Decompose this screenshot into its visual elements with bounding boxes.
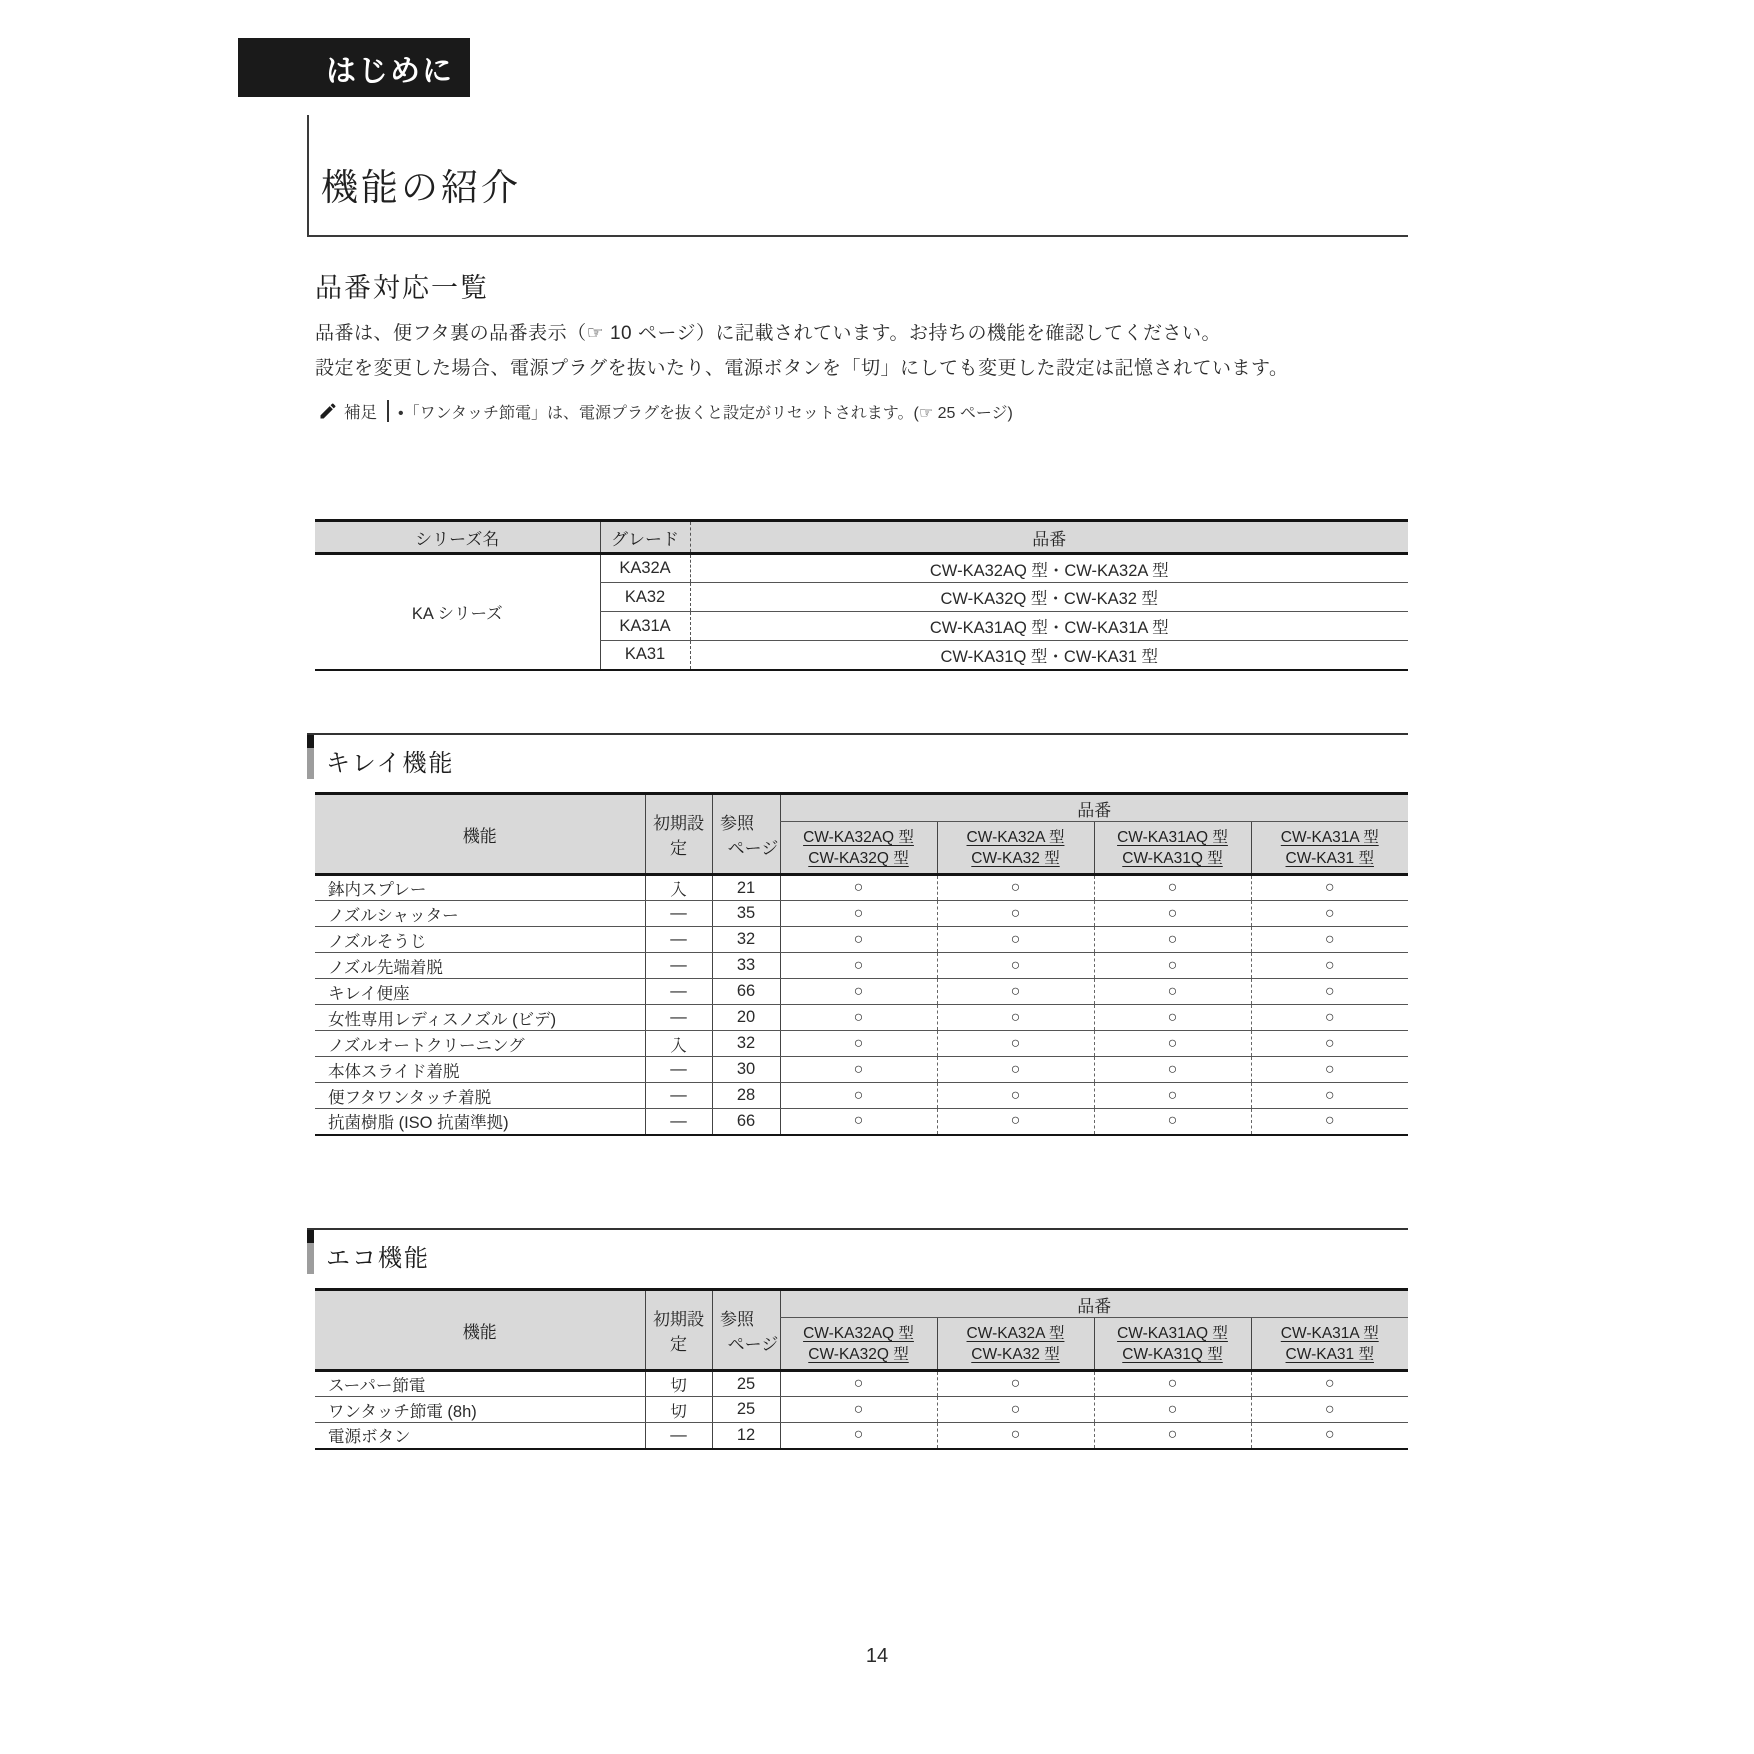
mark-cell: ○ xyxy=(1251,979,1408,1005)
mark-cell: ○ xyxy=(1251,901,1408,927)
mark-cell: ○ xyxy=(780,927,937,953)
default-setting-cell: — xyxy=(645,1005,712,1031)
mark-cell: ○ xyxy=(780,875,937,901)
mark-cell: ○ xyxy=(937,1057,1094,1083)
model-name: CW-KA32AQ 型 xyxy=(803,1324,914,1342)
mark-cell: ○ xyxy=(780,953,937,979)
ref-page-cell: 25 xyxy=(712,1397,780,1423)
model-name: CW-KA31AQ 型 xyxy=(1117,1324,1228,1342)
table-row xyxy=(315,1371,1408,1397)
table-row xyxy=(315,554,1408,583)
model-name: CW-KA32 型 xyxy=(971,849,1060,867)
model-name: CW-KA32A 型 xyxy=(966,1324,1065,1342)
function-cell: キレイ便座 xyxy=(315,979,645,1005)
series-name-cell: KA シリーズ xyxy=(315,554,600,670)
model-column-header xyxy=(1251,1318,1408,1371)
ref-page-cell: 66 xyxy=(712,1109,780,1135)
series-table-header-row xyxy=(315,521,1408,554)
mark-cell: ○ xyxy=(1094,1031,1251,1057)
intro-body xyxy=(315,316,1288,386)
mark-cell: ○ xyxy=(780,1083,937,1109)
model-name: CW-KA32AQ 型 xyxy=(803,828,914,846)
mark-cell: ○ xyxy=(1251,1423,1408,1449)
mark-cell: ○ xyxy=(1251,1397,1408,1423)
mark-cell: ○ xyxy=(780,1109,937,1135)
default-setting-cell: 入 xyxy=(645,1031,712,1057)
model-name: CW-KA32Q 型 xyxy=(808,849,909,867)
default-setting-cell: — xyxy=(645,927,712,953)
mark-cell: ○ xyxy=(937,979,1094,1005)
section-eco xyxy=(307,1228,1408,1285)
function-cell: 抗菌樹脂 (ISO 抗菌準拠) xyxy=(315,1109,645,1135)
mark-cell: ○ xyxy=(780,979,937,1005)
model-name: CW-KA32Q 型 xyxy=(808,1345,909,1363)
ref-page-header-line1: 参照 xyxy=(720,814,754,833)
ref-page-cell: 66 xyxy=(712,979,780,1005)
section-kirei xyxy=(307,733,1408,790)
mark-cell: ○ xyxy=(937,1397,1094,1423)
ref-page-cell: 28 xyxy=(712,1083,780,1109)
function-cell: ノズルシャッター xyxy=(315,901,645,927)
default-setting-cell: — xyxy=(645,1057,712,1083)
chapter-tab-label: はじめに xyxy=(326,54,454,88)
model-name: CW-KA32A 型 xyxy=(966,828,1065,846)
default-setting-cell: — xyxy=(645,1423,712,1449)
mark-cell: ○ xyxy=(1251,1057,1408,1083)
grade-cell: KA32A xyxy=(600,554,690,583)
mark-cell: ○ xyxy=(1094,1397,1251,1423)
ref-page-cell: 30 xyxy=(712,1057,780,1083)
function-cell: スーパー節電 xyxy=(315,1371,645,1397)
mark-cell: ○ xyxy=(1251,1031,1408,1057)
grade-cell: KA31 xyxy=(600,641,690,670)
function-header: 機能 xyxy=(315,1290,645,1371)
grade-header: グレード xyxy=(600,521,690,554)
mark-cell: ○ xyxy=(937,927,1094,953)
model-name: CW-KA31A 型 xyxy=(1280,1324,1379,1342)
function-cell: 鉢内スプレー xyxy=(315,875,645,901)
model-name: CW-KA32 型 xyxy=(971,1345,1060,1363)
mark-cell: ○ xyxy=(780,1005,937,1031)
default-setting-header: 初期設定 xyxy=(645,1290,712,1371)
mark-cell: ○ xyxy=(1094,1371,1251,1397)
model-column-header xyxy=(1251,822,1408,875)
mark-cell: ○ xyxy=(1251,1109,1408,1135)
table-row xyxy=(315,1423,1408,1449)
function-cell: 便フタワンタッチ着脱 xyxy=(315,1083,645,1109)
note-text: •「ワンタッチ節電」は、電源プラグを抜くと設定がリセットされます。(☞ 25 ページ) xyxy=(398,404,1013,422)
mark-cell: ○ xyxy=(1094,953,1251,979)
mark-cell: ○ xyxy=(780,901,937,927)
series-name-header: シリーズ名 xyxy=(315,521,600,554)
table-row xyxy=(315,1005,1408,1031)
function-cell: ノズル先端着脱 xyxy=(315,953,645,979)
table-row xyxy=(315,875,1408,901)
model-column-header xyxy=(1094,1318,1251,1371)
ref-page-cell: 32 xyxy=(712,1031,780,1057)
ref-page-cell: 21 xyxy=(712,875,780,901)
kirei-feature-table xyxy=(315,792,1408,1136)
matrix-header-row xyxy=(315,794,1408,822)
mark-cell: ○ xyxy=(1094,1083,1251,1109)
ref-page-cell: 32 xyxy=(712,927,780,953)
section-title: キレイ機能 xyxy=(326,750,455,777)
table-row xyxy=(315,1397,1408,1423)
matrix-header-row xyxy=(315,1290,1408,1318)
intro-body-line: 設定を変更した場合、電源プラグを抜いたり、電源ボタンを「切」にしても変更した設定は記憶されています。 xyxy=(315,358,1289,379)
section-bar xyxy=(307,735,314,779)
function-cell: 電源ボタン xyxy=(315,1423,645,1449)
title-block xyxy=(307,115,1408,237)
ref-page-cell: 33 xyxy=(712,953,780,979)
eco-feature-table xyxy=(315,1288,1408,1450)
function-cell: 本体スライド着脱 xyxy=(315,1057,645,1083)
default-setting-cell: 切 xyxy=(645,1371,712,1397)
model-name: CW-KA31Q 型 xyxy=(1122,849,1223,867)
ref-page-cell: 25 xyxy=(712,1371,780,1397)
mark-cell: ○ xyxy=(937,1031,1094,1057)
mark-cell: ○ xyxy=(1094,1005,1251,1031)
function-header: 機能 xyxy=(315,794,645,875)
default-setting-cell: — xyxy=(645,1109,712,1135)
mark-cell: ○ xyxy=(1094,1109,1251,1135)
pencil-icon xyxy=(318,401,338,421)
section-bar xyxy=(307,1230,314,1274)
models-header: 品番 xyxy=(690,521,1408,554)
page-number: 14 xyxy=(865,1645,889,1667)
mark-cell: ○ xyxy=(1094,979,1251,1005)
function-cell: ワンタッチ節電 (8h) xyxy=(315,1397,645,1423)
models-cell: CW-KA31AQ 型・CW-KA31A 型 xyxy=(690,612,1408,641)
models-cell: CW-KA32Q 型・CW-KA32 型 xyxy=(690,583,1408,612)
function-cell: ノズルオートクリーニング xyxy=(315,1031,645,1057)
models-cell: CW-KA32AQ 型・CW-KA32A 型 xyxy=(690,554,1408,583)
mark-cell: ○ xyxy=(937,1423,1094,1449)
mark-cell: ○ xyxy=(1251,1005,1408,1031)
note-row xyxy=(318,399,1013,423)
intro-body-line: 品番は、便フタ裏の品番表示（☞ 10 ページ）に記載されています。お持ちの機能を確認してください。 xyxy=(315,323,1221,344)
series-table xyxy=(315,519,1408,671)
mark-cell: ○ xyxy=(780,1371,937,1397)
mark-cell: ○ xyxy=(1094,875,1251,901)
ref-page-header-line2: ページ xyxy=(727,1335,779,1354)
models-group-header: 品番 xyxy=(780,794,1408,822)
function-cell: ノズルそうじ xyxy=(315,927,645,953)
ref-page-cell: 20 xyxy=(712,1005,780,1031)
mark-cell: ○ xyxy=(937,1109,1094,1135)
page-title: 機能の紹介 xyxy=(321,167,521,208)
mark-cell: ○ xyxy=(937,875,1094,901)
default-setting-cell: 入 xyxy=(645,875,712,901)
models-cell: CW-KA31Q 型・CW-KA31 型 xyxy=(690,641,1408,670)
default-setting-cell: — xyxy=(645,901,712,927)
mark-cell: ○ xyxy=(1094,1423,1251,1449)
ref-page-header xyxy=(712,794,780,875)
function-cell: 女性専用レディスノズル (ビデ) xyxy=(315,1005,645,1031)
mark-cell: ○ xyxy=(937,901,1094,927)
mark-cell: ○ xyxy=(1251,875,1408,901)
mark-cell: ○ xyxy=(937,1083,1094,1109)
note-label: 補足 xyxy=(344,404,377,422)
table-row xyxy=(315,1109,1408,1135)
model-name: CW-KA31Q 型 xyxy=(1122,1345,1223,1363)
section-title: エコ機能 xyxy=(326,1245,430,1272)
default-setting-cell: — xyxy=(645,979,712,1005)
mark-cell: ○ xyxy=(780,1397,937,1423)
model-column-header xyxy=(780,822,937,875)
model-name: CW-KA31A 型 xyxy=(1280,828,1379,846)
model-column-header xyxy=(937,822,1094,875)
table-row xyxy=(315,953,1408,979)
table-row xyxy=(315,1057,1408,1083)
table-row xyxy=(315,927,1408,953)
mark-cell: ○ xyxy=(1094,927,1251,953)
model-name: CW-KA31 型 xyxy=(1285,1345,1374,1363)
table-row xyxy=(315,1031,1408,1057)
mark-cell: ○ xyxy=(937,1005,1094,1031)
grade-cell: KA32 xyxy=(600,583,690,612)
mark-cell: ○ xyxy=(1251,1083,1408,1109)
model-column-header xyxy=(1094,822,1251,875)
mark-cell: ○ xyxy=(780,1423,937,1449)
mark-cell: ○ xyxy=(937,1371,1094,1397)
default-setting-cell: — xyxy=(645,1083,712,1109)
model-name: CW-KA31AQ 型 xyxy=(1117,828,1228,846)
mark-cell: ○ xyxy=(780,1057,937,1083)
mark-cell: ○ xyxy=(937,953,1094,979)
mark-cell: ○ xyxy=(1251,927,1408,953)
table-row xyxy=(315,979,1408,1005)
model-name: CW-KA31 型 xyxy=(1285,849,1374,867)
mark-cell: ○ xyxy=(780,1031,937,1057)
mark-cell: ○ xyxy=(1251,953,1408,979)
default-setting-cell: 切 xyxy=(645,1397,712,1423)
ref-page-cell: 35 xyxy=(712,901,780,927)
ref-page-header-line2: ページ xyxy=(727,839,779,858)
table-row xyxy=(315,901,1408,927)
ref-page-header xyxy=(712,1290,780,1371)
intro-heading: 品番対応一覧 xyxy=(315,273,489,303)
model-column-header xyxy=(937,1318,1094,1371)
mark-cell: ○ xyxy=(1251,1371,1408,1397)
ref-page-header-line1: 参照 xyxy=(720,1310,754,1329)
grade-cell: KA31A xyxy=(600,612,690,641)
default-setting-cell: — xyxy=(645,953,712,979)
ref-page-cell: 12 xyxy=(712,1423,780,1449)
chapter-tab xyxy=(238,38,470,97)
mark-cell: ○ xyxy=(1094,901,1251,927)
note-divider xyxy=(387,400,389,422)
model-column-header xyxy=(780,1318,937,1371)
table-row xyxy=(315,1083,1408,1109)
default-setting-header: 初期設定 xyxy=(645,794,712,875)
mark-cell: ○ xyxy=(1094,1057,1251,1083)
models-group-header: 品番 xyxy=(780,1290,1408,1318)
